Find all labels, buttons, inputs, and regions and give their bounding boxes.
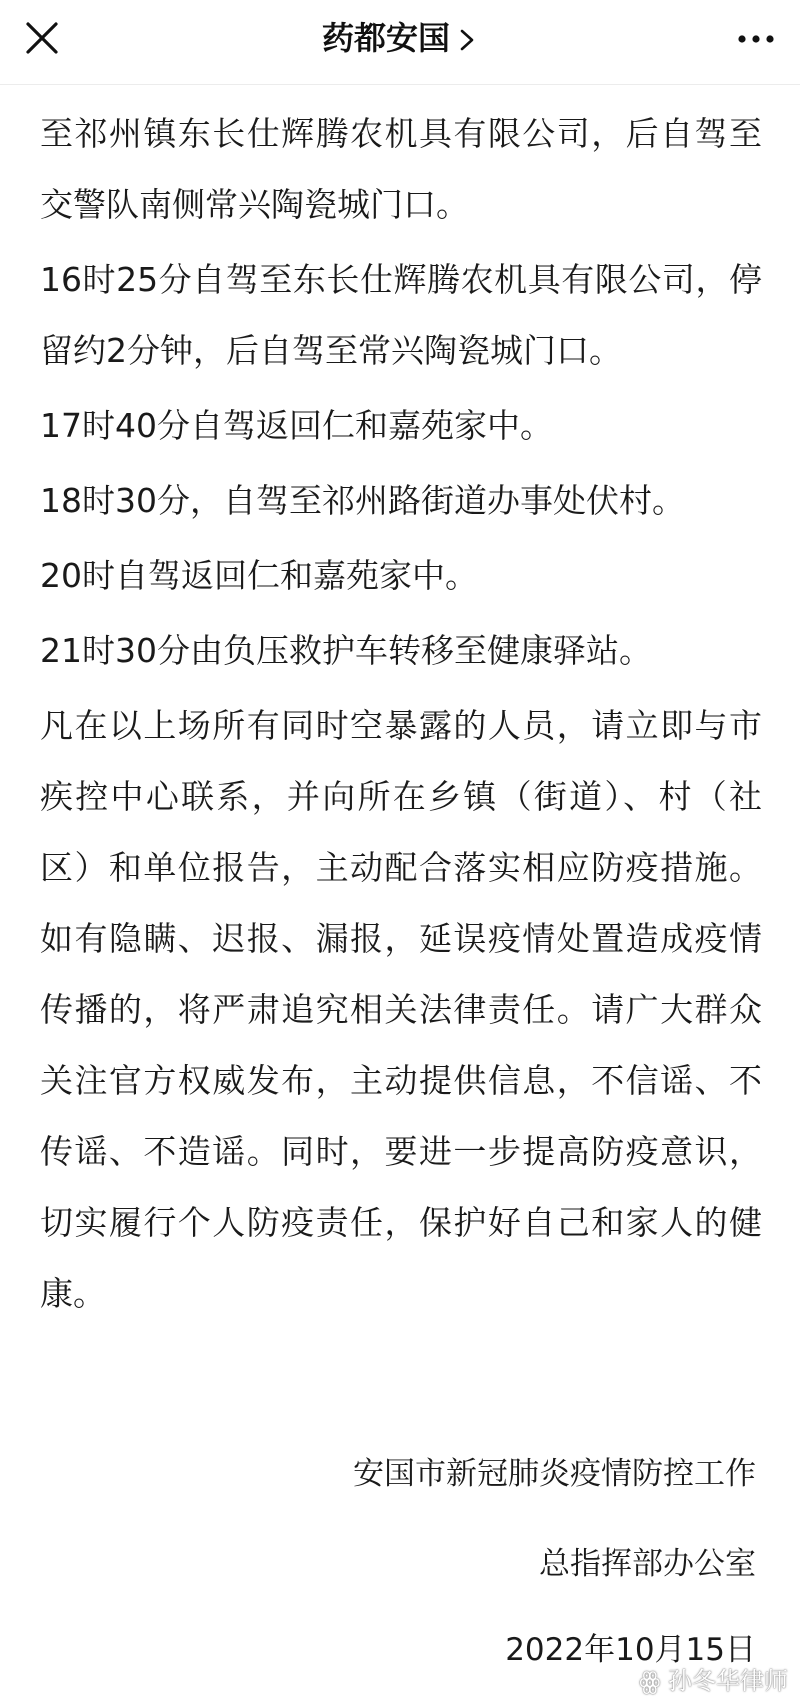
paragraph-5: 20时自驾返回仁和嘉苑家中。 — [40, 556, 478, 595]
watermark-text: 孙冬华律师 — [668, 1667, 788, 1695]
more-dots-icon — [734, 24, 778, 54]
paragraph-3: 17时40分自驾返回仁和嘉苑家中。 — [40, 406, 553, 445]
chevron-right-icon — [456, 29, 478, 51]
article-body — [40, 98, 762, 1329]
signature-date: 2022年10月15日 — [505, 1632, 756, 1668]
paragraph-4: 18时30分，自驾至祁州路街道办事处伏村。 — [40, 481, 685, 520]
account-title-link[interactable] — [0, 16, 800, 60]
more-options-button[interactable] — [734, 24, 778, 54]
account-title: 药都安国 — [321, 19, 450, 57]
watermark-icon: ꙮ — [639, 1667, 661, 1695]
paragraph-7: 凡在以上场所有同时空暴露的人员，请立即与市疾控中心联系，并向所在乡镇（街道）、村（社区）和单位报告，主动配合落实相应防疫措施。如有隐瞒、迟报、漏报，延误疫情处置造成疫情传播的，将严肃追究相关法律责任。请广大群众关注官方权威发布，主动提供信息，不信谣、不传谣、不造谣。同时，要进一步提高防疫意识，切实履行个人防疫责任，保护好自己和家人的健康。 — [40, 706, 762, 1313]
signature-org-line1: 安国市新冠肺炎疫情防控工作 — [353, 1456, 756, 1492]
paragraph-1: 至祁州镇东长仕辉腾农机具有限公司，后自驾至交警队南侧常兴陶瓷城门口。 — [40, 114, 762, 224]
signature-org-line2: 总指挥部办公室 — [539, 1546, 756, 1582]
paragraph-6: 21时30分由负压救护车转移至健康驿站。 — [40, 631, 652, 670]
top-bar — [0, 0, 800, 85]
paragraph-2: 16时25分自驾至东长仕辉腾农机具有限公司，停留约2分钟，后自驾至常兴陶瓷城门口。 — [40, 260, 762, 370]
watermark — [639, 1661, 788, 1696]
